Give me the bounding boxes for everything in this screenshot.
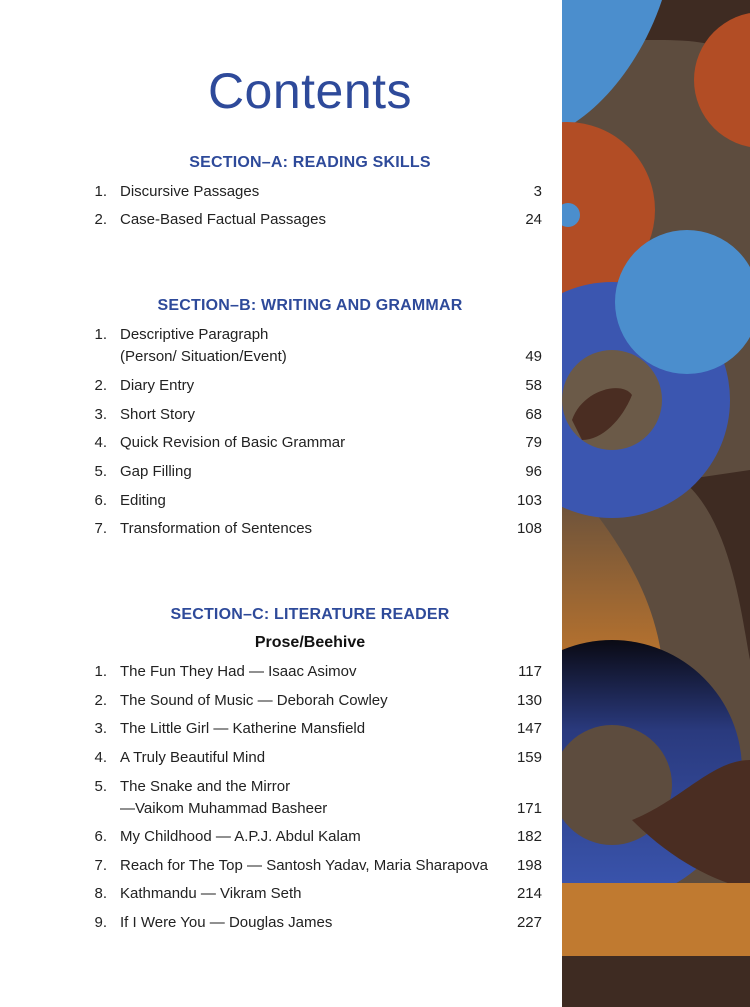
toc-entry-page: 79 [525,434,542,451]
toc-entry-title: Short Story [120,406,196,423]
toc-entry-number: 2. [94,692,107,709]
toc-entry-title: If I Were You — Douglas James [120,914,333,931]
toc-entry[interactable] [0,520,562,540]
toc-entry-page: 227 [516,914,542,931]
toc-entry-title: Transformation of Sentences [120,520,313,537]
toc-entry-title: The Fun They Had — Isaac Asimov [120,663,357,680]
toc-entry-title: The Snake and the Mirror [120,778,291,795]
toc-entry-title: Reach for The Top — Santosh Yadav, Maria Sharapova [120,857,488,874]
toc-entry[interactable] [0,885,562,905]
section-a-title: SECTION–A: READING SKILLS [189,154,431,171]
toc-entry[interactable] [0,406,562,426]
toc-entry-page: 108 [516,520,542,537]
toc-entry-page: 130 [516,692,542,709]
toc-entry[interactable] [0,183,562,203]
toc-entry-title: My Childhood — A.P.J. Abdul Kalam [120,828,361,845]
toc-entry[interactable] [0,720,562,740]
toc-entry-page: 198 [516,857,542,874]
section-b-title: SECTION–B: WRITING AND GRAMMAR [157,297,463,314]
toc-entry[interactable] [0,463,562,483]
toc-entry-page: 182 [516,828,542,845]
toc-entry[interactable] [0,492,562,512]
toc-entry-title: A Truly Beautiful Mind [120,749,266,766]
toc-entry-title-continued: (Person/ Situation/Event) [120,348,287,365]
toc-entry-number: 1. [94,663,107,680]
toc-entry-number: 8. [94,885,107,902]
section-c-title: SECTION–C: LITERATURE READER [170,606,450,623]
toc-entry-page: 49 [525,348,542,365]
toc-entry[interactable] [0,434,562,454]
toc-entry-number: 7. [94,857,107,874]
toc-entry-title: Case-Based Factual Passages [120,211,326,228]
toc-entry-number: 3. [94,406,107,423]
toc-entry-page: 24 [525,211,542,228]
toc-entry-number: 4. [94,749,107,766]
toc-entry-number: 5. [94,778,107,795]
toc-entry-title: Diary Entry [120,377,195,394]
toc-entry-page: 58 [525,377,542,394]
toc-entry-title: Editing [120,492,166,509]
abstract-circles-illustration [562,0,750,1007]
toc-entry-number: 6. [94,492,107,509]
toc-entry[interactable] [0,749,562,769]
toc-entry-title: Kathmandu — Vikram Seth [120,885,302,902]
toc-entry[interactable] [0,663,562,683]
toc-entry-number: 5. [94,463,107,480]
toc-entry-title: Discursive Passages [120,183,260,200]
toc-entry[interactable] [0,326,562,365]
toc-entry-number: 3. [94,720,107,737]
toc-entry-number: 4. [94,434,107,451]
toc-entry-number: 6. [94,828,107,845]
toc-entry-title-continued: —Vaikom Muhammad Basheer [120,800,328,817]
toc-entry-page: 214 [516,885,542,902]
toc-entry[interactable] [0,857,562,877]
toc-entry-page: 159 [516,749,542,766]
toc-entry-title: The Sound of Music — Deborah Cowley [120,692,388,709]
toc-entry-title: Descriptive Paragraph [120,326,269,343]
toc-entry-page: 3 [533,183,542,200]
page-title: Contents [207,63,413,119]
toc-entry-page: 68 [525,406,542,423]
toc-entry-title: Gap Filling [120,463,192,480]
toc-entry-number: 9. [94,914,107,931]
toc-entry[interactable] [0,914,562,934]
toc-entry-number: 1. [94,183,107,200]
toc-entry-number: 1. [94,326,107,343]
toc-entry-title: Quick Revision of Basic Grammar [120,434,346,451]
toc-entry[interactable] [0,778,562,817]
toc-entry[interactable] [0,377,562,397]
toc-entry-number: 2. [94,377,107,394]
toc-entry-number: 7. [94,520,107,537]
toc-entry-page: 171 [516,800,542,817]
toc-entry-page: 96 [525,463,542,480]
subsection-title: Prose/Beehive [254,634,366,651]
toc-entry[interactable] [0,692,562,712]
toc-entry-page: 147 [516,720,542,737]
toc-entry[interactable] [0,211,562,231]
toc-entry-number: 2. [94,211,107,228]
toc-entry-page: 117 [518,663,542,680]
decorative-side-panel [562,0,750,1007]
toc-entry[interactable] [0,828,562,848]
toc-entry-page: 103 [516,492,542,509]
toc-entry-title: The Little Girl — Katherine Mansfield [120,720,366,737]
